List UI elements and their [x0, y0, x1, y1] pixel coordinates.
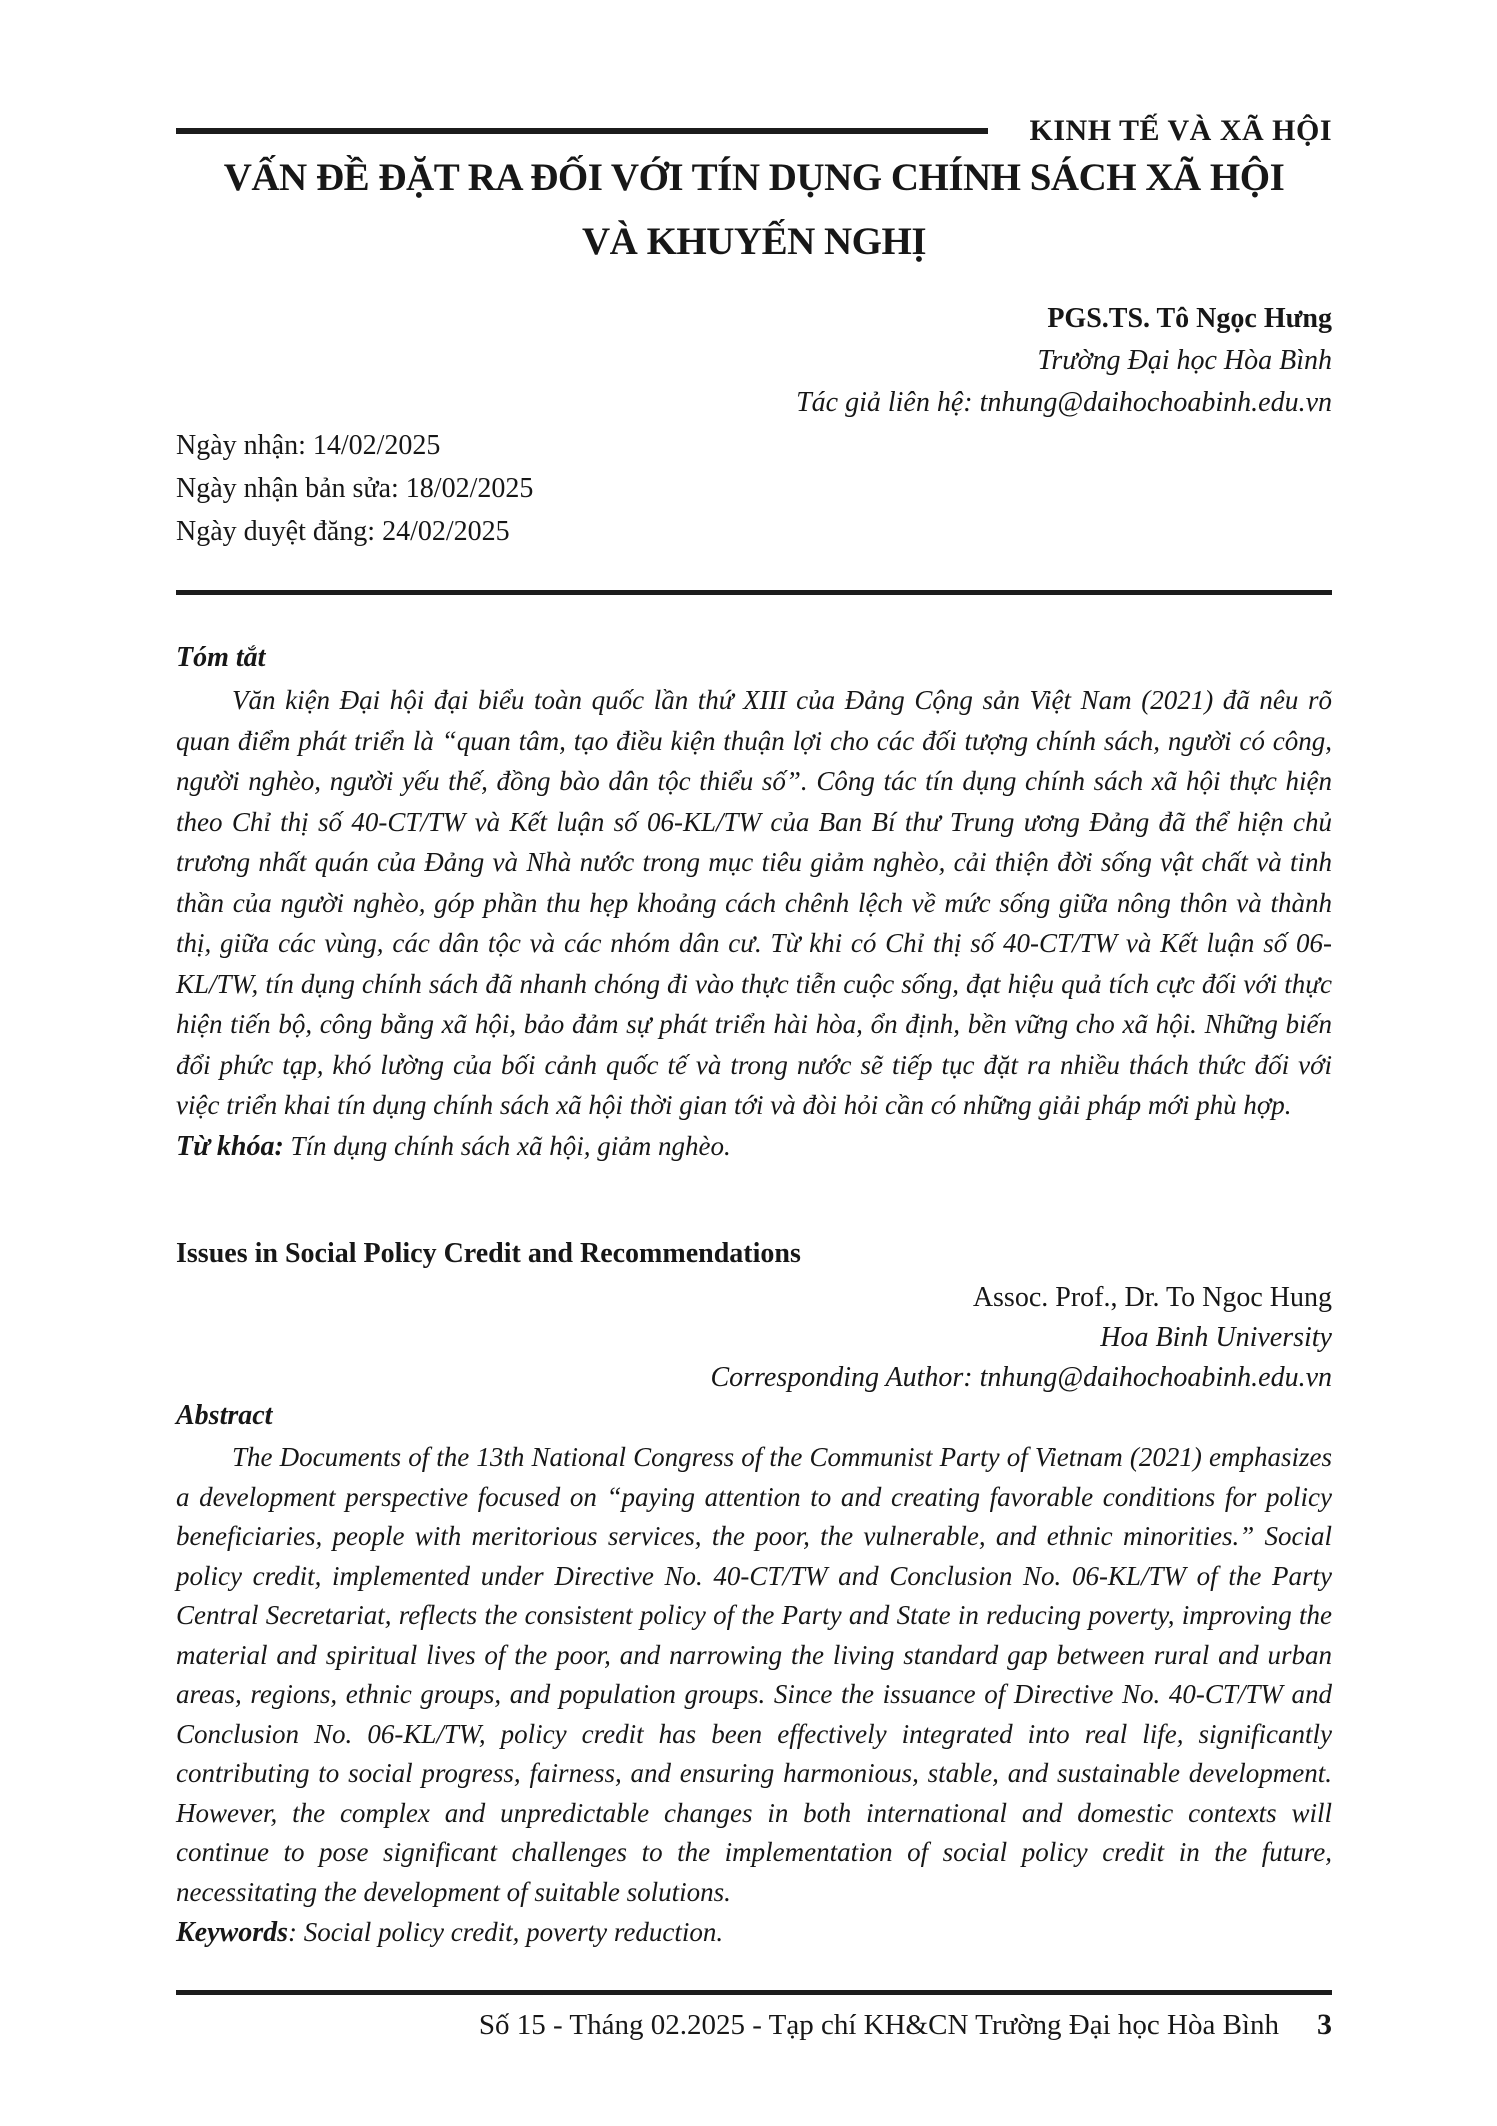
author-affiliation-en: Hoa Binh University	[1100, 1322, 1332, 1353]
article-title-line1: VẤN ĐỀ ĐẶT RA ĐỐI VỚI TÍN DỤNG CHÍNH SÁCH XÃ HỘI	[223, 156, 1285, 199]
author-block-vi	[176, 298, 1332, 424]
keywords-vi-line	[176, 1126, 1332, 1167]
keywords-en-label: Keywords	[176, 1917, 288, 1948]
author-contact-en: Corresponding Author: tnhung@daihochoabinh.edu.vn	[710, 1362, 1332, 1393]
footer-journal-info: Số 15 - Tháng 02.2025 - Tạp chí KH&CN Trường Đại học Hòa Bình	[478, 2009, 1279, 2041]
page-number: 3	[1317, 2008, 1332, 2041]
header-rule	[176, 128, 988, 134]
keywords-en-text: : Social policy credit, poverty reduction.	[288, 1917, 724, 1947]
page-footer	[176, 2008, 1332, 2042]
divider-rule-bottom	[176, 1990, 1332, 1995]
dates-block	[176, 424, 533, 553]
article-title-line2: VÀ KHUYẾN NGHỊ	[581, 220, 927, 263]
abstract-vi-section	[176, 638, 1332, 1167]
divider-rule-top	[176, 590, 1332, 595]
abstract-vi-text: Văn kiện Đại hội đại biểu toàn quốc lần thứ XIII của Đảng Cộng sản Việt Nam (2021) đã nêu rõ quan điểm phát triển là “quan tâm, tạo điều kiện thuận lợi cho các đối tượng chính sách, người có công, người nghèo, người yếu thế, đồng bào dân tộc thiểu số”. Công tác tín dụng chính sách xã hội thực hiện theo Chỉ thị số 40-CT/TW và Kết luận số 06-KL/TW của Ban Bí thư Trung ương Đảng đã thể hiện chủ trương nhất quán của Đảng và Nhà nước trong mục tiêu giảm nghèo, cải thiện đời sống vật chất và tinh thần của người nghèo, góp phần thu hẹp khoảng cách chênh lệch về mức sống giữa nông thôn và thành thị, giữa các vùng, các dân tộc và các nhóm dân cư. Từ khi có Chỉ thị số 40-CT/TW và Kết luận số 06-KL/TW, tín dụng chính sách đã nhanh chóng đi vào thực tiễn cuộc sống, đạt hiệu quả tích cực đối với thực hiện tiến bộ, công bằng xã hội, bảo đảm sự phát triển hài hòa, ổn định, bền vững cho xã hội. Những biến đổi phức tạp, khó lường của bối cảnh quốc tế và trong nước sẽ tiếp tục đặt ra nhiều thách thức đối với việc triển khai tín dụng chính sách xã hội thời gian tới và đòi hỏi cần có những giải pháp mới phù hợp.	[176, 685, 1332, 1120]
date-received: Ngày nhận: 14/02/2025	[176, 430, 441, 461]
author-contact-vi: Tác giả liên hệ: tnhung@daihochoabinh.edu.vn	[796, 387, 1332, 418]
author-name-en: Assoc. Prof., Dr. To Ngoc Hung	[972, 1282, 1332, 1313]
abstract-vi-label: Tóm tắt	[176, 642, 266, 673]
page-header	[176, 111, 1332, 151]
abstract-en-label: Abstract	[176, 1400, 273, 1431]
author-affiliation-vi: Trường Đại học Hòa Bình	[1037, 345, 1332, 376]
keywords-vi-label: Từ khóa:	[176, 1130, 284, 1162]
date-revised: Ngày nhận bản sửa: 18/02/2025	[176, 473, 534, 504]
article-title-en: Issues in Social Policy Credit and Recommendations	[176, 1238, 801, 1269]
keywords-en-line	[176, 1912, 1332, 1953]
keywords-vi-text: Tín dụng chính sách xã hội, giảm nghèo.	[283, 1130, 731, 1161]
abstract-en-section	[176, 1396, 1332, 1953]
abstract-en-text: The Documents of the 13th National Congress of the Communist Party of Vietnam (2021) emphasizes a development perspective focused on “paying attention to and creating favorable conditions for policy beneficiaries, people with meritorious services, the poor, the vulnerable, and ethnic minorities.” Social policy credit, implemented under Directive No. 40-CT/TW and Conclusion No. 06-KL/TW of the Party Central Secretariat, reflects the consistent policy of the Party and State in reducing poverty, improving the material and spiritual lives of the poor, and narrowing the living standard gap between rural and urban areas, regions, ethnic groups, and population groups. Since the issuance of Directive No. 40-CT/TW and Conclusion No. 06-KL/TW, policy credit has been effectively integrated into real life, significantly contributing to social progress, fairness, and ensuring harmonious, stable, and sustainable development. However, the complex and unpredictable changes in both international and domestic contexts will continue to pose significant challenges to the implementation of social policy credit in the future, necessitating the development of suitable solutions.	[176, 1442, 1332, 1907]
author-name-vi: PGS.TS. Tô Ngọc Hưng	[1047, 303, 1332, 334]
article-title-vi	[176, 146, 1332, 274]
date-accepted: Ngày duyệt đăng: 24/02/2025	[176, 516, 510, 547]
author-block-en	[176, 1278, 1332, 1398]
section-label: KINH TẾ VÀ XÃ HỘI	[1029, 114, 1332, 147]
